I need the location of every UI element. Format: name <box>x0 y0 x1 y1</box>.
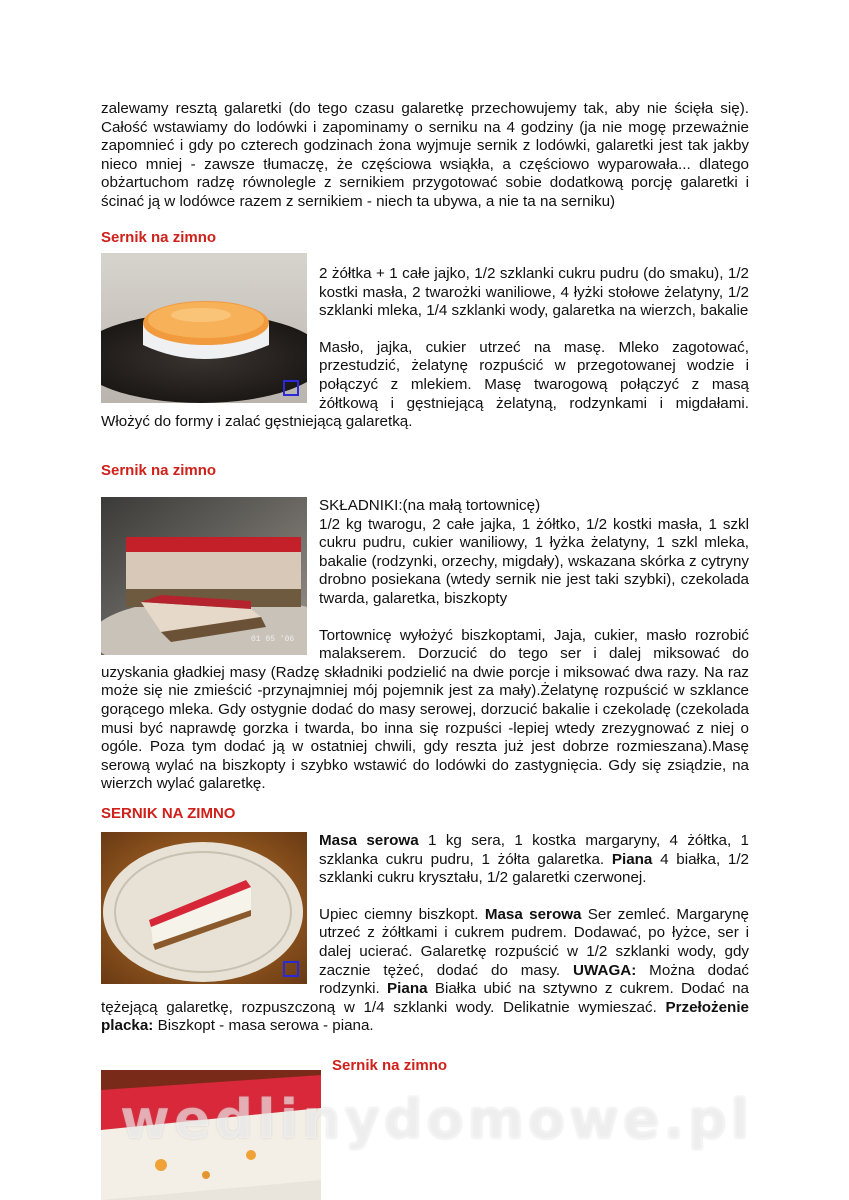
recipe3-label-masa-serowa: Masa serowa <box>319 832 419 849</box>
recipe1-method: Masło, jajka, cukier utrzeć na masę. Mleko zagotować, przestudzić, żelatynę rozpuścić w przegotowanej wodzie i połączyć z mlekiem. Masę twarogową połączyć z masą żółtkową i gęstniejącą żelatyną, rodzynkami i migdałami. Włożyć do formy i zalać gęstniejącą galaretką. <box>101 338 749 431</box>
recipe3-p2-text5: Biszkopt - masa serowa - piana. <box>153 1017 374 1035</box>
recipe2-section <box>101 497 749 794</box>
recipe1-photo <box>101 253 307 403</box>
recipe3-label-piana: Piana <box>611 850 653 868</box>
recipe3-p2-text2: Ser zemleć. Margarynę utrzeć z żółtkami i cukrem pudrem. Dodawać, po łyżce, ser i dalej ucierać. Galaretkę rozpuścić w 1/2 szklanki wody, gdy zacznie tężeć, dodać do masy. <box>319 905 749 979</box>
recipe2-ingredients-list: 1/2 kg twarogu, 2 całe jajka, 1 żółtko, 1/2 kostki masła, 1 szkl cukru pudru, cukier waniliowy, 1 łyżka żelatyny, 1 szkl mleka, bakalie (rodzynki, orzechy, migdały), wskazana skórka z cytryny drobno posiekana (wtedy sernik nie jest taki szybki), czekolada twarda, galaretka, biszkopty <box>319 515 749 607</box>
recipe3-p2-text1: Upiec ciemny biszkopt. <box>319 905 485 923</box>
recipe2-photo <box>101 497 307 655</box>
recipe3-section <box>101 832 749 1036</box>
recipe4-heading: Sernik na zimno <box>332 1057 448 1074</box>
recipe3-photo <box>101 832 307 984</box>
recipe3-p1-text1: 1 kg sera, 1 kostka margaryny, 4 żółtka, 1 szklanka cukru pudru, 1 żółta galaretka. <box>319 832 749 868</box>
recipe3-p2-text3: Można dodać rodzynki. <box>319 961 749 998</box>
recipe1-section <box>101 252 749 432</box>
photo-date-stamp: 01 05 '06 <box>251 635 295 644</box>
site-watermark: wedlinydomowe.pl <box>120 1088 754 1151</box>
recipe3-heading: SERNIK NA ZIMNO <box>101 805 236 822</box>
recipe1-heading: Sernik na zimno <box>101 229 217 246</box>
recipe3-p1-text2: 4 białka, 1/2 szklanki cukru kryształu, 1/2 galaretki czerwonej. <box>319 850 749 887</box>
recipe2-heading: Sernik na zimno <box>101 462 217 479</box>
intro-paragraph: zalewamy resztą galaretki (do tego czasu galaretkę przechowujemy tak, aby nie ścięła się). Całość wstawiamy do lodówki i zapominamy o serniku na 4 godziny (ja nie mogę przeważnie zapomnieć i gdy po czterech godzinach żona wyjmuje sernik z lodówki, galaretki jest tak jakby nieco mniej - zawsze tłumaczę, że częściowa wsiąkła, a częściowo wyparowała... dlatego obżartuchom radzę równolegle z sernikiem przygotować sobie dodatkową porcję galaretki i ścinać ją w lodówce razem z sernikiem - niech ta ubywa, a nie ta na serniku) <box>101 100 749 210</box>
recipe3-p2-text4: Białka ubić na sztywno z cukrem. Dodać na tężejącą galaretkę, rozpuszczoną w 1/4 szklanki wody. Delikatnie wymieszać. <box>101 980 749 1016</box>
recipe1-ingredients: 2 żółtka + 1 całe jajko, 1/2 szklanki cukru pudru (do smaku), 1/2 kostki masła, 2 twarożki waniliowe, 4 łyżki stołowe żelatyny, 1/2 szklanki mleka, 1/4 szklanki wody, galaretka na wierzch, bakalie <box>319 265 749 320</box>
recipe3-p2-label-piana: Piana <box>387 980 428 998</box>
recipe3-p2-label-przelozenie: Przełożenie placka: <box>101 998 749 1035</box>
recipe3-p2-label-uwaga: UWAGA: <box>573 961 637 979</box>
recipe3-p2-label-masa-serowa: Masa serowa <box>484 905 582 923</box>
recipe2-method: Tortownicę wyłożyć biszkoptami, Jaja, cukier, masło rozrobić malakserem. Dorzucić do tego ser i dalej miksować do uzyskania gładkiej masy (Radzę składniki podzielić na dwie porcje i miksować dwa razy. Na raz może się nie zmieścić -przynajmniej mój pojemnik jest za mały).Żelatynę rozpuścić w szklance gorącego mleka. Gdy ostygnie dodać do masy serowej, dorzucić bakalie i czekoladę (czekolada musi być naprawdę gorzka i twarda, bo inna się rozpuści -lepiej wtedy zrezygnować z niej o ogóle. Poza tym dodać ją w ostatniej chwili, gdy reszta już jest dobrze rozmieszana).Masę serową wylać na biszkopty i szybko wstawić do lodówki do zastygnięcia. Gdy się zsiądzie, na wierzch wylać galaretkę. <box>101 626 749 793</box>
recipe2-ingredients-title: SKŁADNIKI:(na małą tortownicę) <box>319 497 541 514</box>
